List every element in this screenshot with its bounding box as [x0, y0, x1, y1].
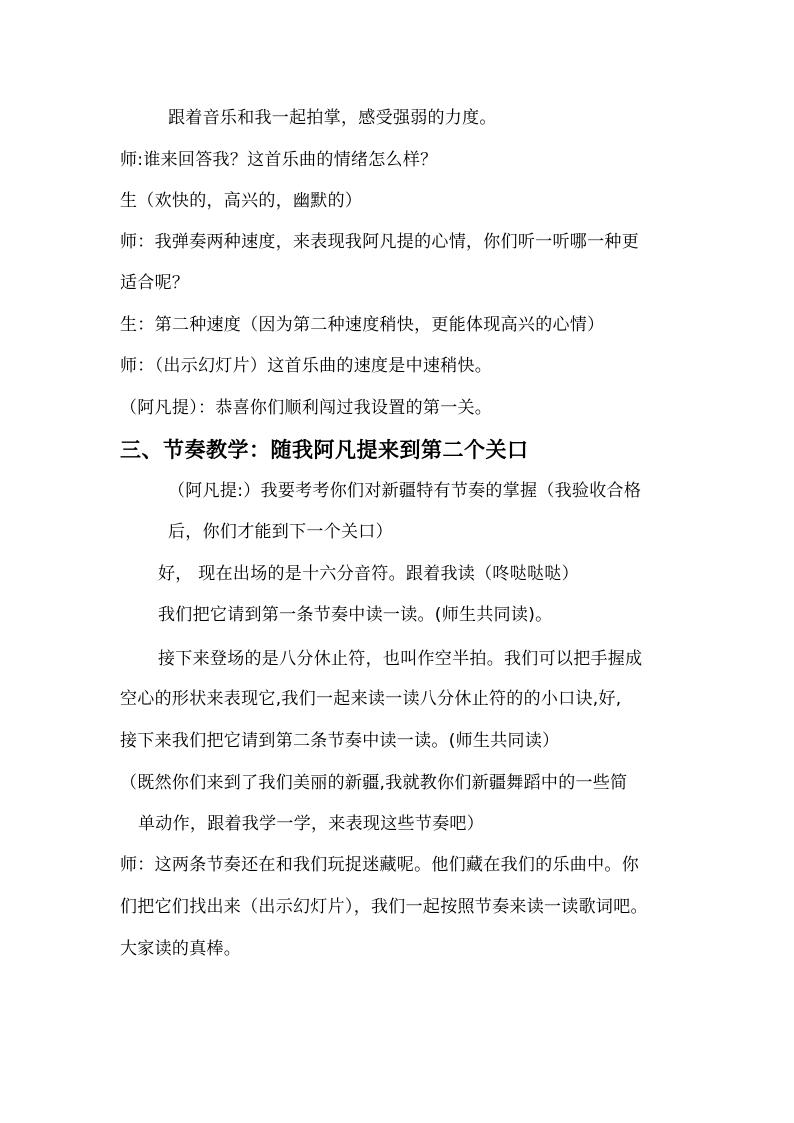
paragraph-line: 生（欢快的，高兴的，幽默的） [120, 191, 363, 211]
paragraph-line: 适合呢？ [120, 273, 190, 293]
paragraph-line: 师：我弹奏两种速度，来表现我阿凡提的心情，你们听一听哪一种更 [120, 232, 639, 252]
paragraph-line: （阿凡提）：恭喜你们顺利闯过我设置的第一关。 [120, 398, 493, 418]
paragraph-line: 接下来我们把它请到第二条节奏中读一读。(师生共同读） [120, 731, 560, 751]
paragraph-line: 跟着音乐和我一起拍掌，感受强弱的力度。 [168, 108, 497, 128]
paragraph-line: 师：这两条节奏还在和我们玩捉迷藏呢。他们藏在我们的乐曲中。你 [120, 855, 639, 875]
paragraph-line: 单动作，跟着我学一学，来表现这些节奏吧） [138, 814, 484, 834]
paragraph-line: 们把它们找出来（出示幻灯片），我们一起按照节奏来读一读歌词吧。 [120, 897, 648, 917]
paragraph-line: 师：（出示幻灯片）这首乐曲的速度是中速稍快。 [120, 356, 493, 376]
paragraph-line: 后，你们才能到下一个关口） [168, 522, 393, 542]
paragraph-line: 师:谁来回答我？这首乐曲的情绪怎么样？ [120, 150, 438, 170]
paragraph-line: （阿凡提:）我要考考你们对新疆特有节奏的掌握（我验收合格 [168, 481, 642, 501]
paragraph-line: 空心的形状来表现它,我们一起来读一读八分休止符的的小口诀,好, [120, 689, 622, 709]
paragraph-line: （既然你们来到了我们美丽的新疆,我就教你们新疆舞蹈中的一些简 [120, 773, 628, 793]
paragraph-line: 好， 现在出场的是十六分音符。跟着我读（咚哒哒哒） [158, 564, 579, 584]
paragraph-line: 生：第二种速度（因为第二种速度稍快，更能体现高兴的心情） [120, 315, 605, 335]
paragraph-line: 接下来登场的是八分休止符，也叫作空半拍。我们可以把手握成 [158, 649, 643, 669]
paragraph-line: 大家读的真棒。 [120, 939, 242, 959]
paragraph-line: 我们把它请到第一条节奏中读一读。(师生共同读)。 [158, 605, 553, 625]
section-heading: 三、节奏教学：随我阿凡提来到第二个关口 [120, 438, 529, 462]
